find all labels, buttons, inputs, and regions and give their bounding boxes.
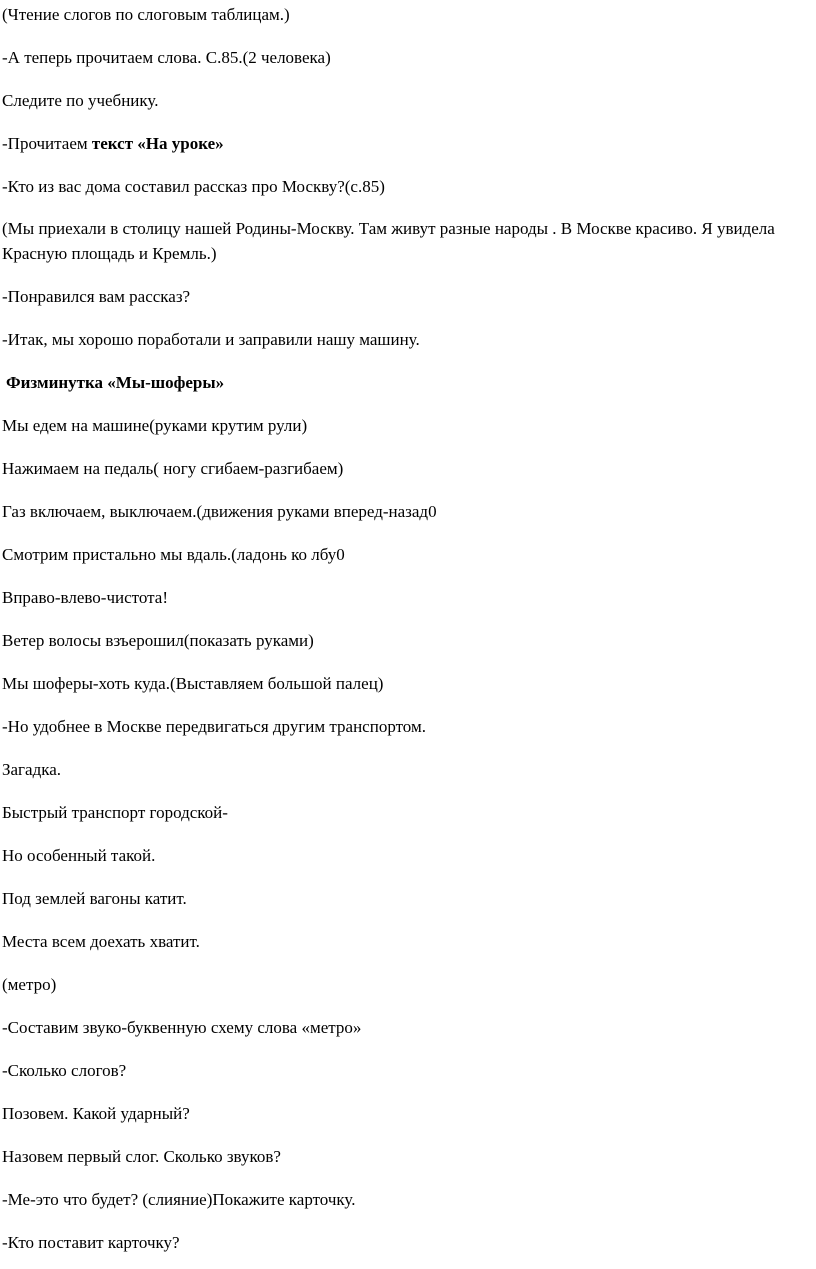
paragraph-read-text-prefix: -Прочитаем bbox=[2, 134, 92, 153]
paragraph-riddle-answer: (метро) bbox=[2, 975, 57, 994]
paragraph-exercise-line-6: Ветер волосы взъерошил(показать руками) bbox=[2, 631, 314, 650]
paragraph-exercise-line-3: Газ включаем, выключаем.(движения руками вперед-назад0 bbox=[2, 502, 437, 521]
paragraph-exercise-line-2: Нажимаем на педаль( ногу сгибаем-разгибаем) bbox=[2, 459, 344, 478]
paragraph-exercise-line-1: Мы едем на машине(руками крутим рули) bbox=[2, 416, 308, 435]
paragraph-riddle-line-2: Но особенный такой. bbox=[2, 846, 156, 865]
paragraph-reading-syllables: (Чтение слогов по слоговым таблицам.) bbox=[2, 5, 290, 24]
paragraph-other-transport: -Но удобнее в Москве передвигаться другим транспортом. bbox=[2, 717, 426, 736]
paragraph-riddle-heading: Загадка. bbox=[2, 760, 62, 779]
paragraph-liked-story: -Понравился вам рассказ? bbox=[2, 287, 191, 306]
paragraph-show-card: -Ме-это что будет? (слияние)Покажите карточку. bbox=[2, 1190, 356, 1209]
paragraph-riddle-line-3: Под землей вагоны катит. bbox=[2, 889, 187, 908]
paragraph-follow-textbook: Следите по учебнику. bbox=[2, 91, 159, 110]
paragraph-exercise-line-4: Смотрим пристально мы вдаль.(ладонь ко лбу0 bbox=[2, 545, 345, 564]
paragraph-moscow-story-question: -Кто из вас дома составил рассказ про Москву?(с.85) bbox=[2, 177, 385, 196]
paragraph-how-many-syllables: -Сколько слогов? bbox=[2, 1061, 127, 1080]
paragraph-place-card: -Кто поставит карточку? bbox=[2, 1233, 180, 1252]
paragraph-stressed-syllable: Позовем. Какой ударный? bbox=[2, 1104, 190, 1123]
paragraph-read-text bbox=[2, 131, 812, 156]
paragraph-first-syllable: Назовем первый слог. Сколько звуков? bbox=[2, 1147, 281, 1166]
paragraph-moscow-story: (Мы приехали в столицу нашей Родины-Москву. Там живут разные народы . В Москве красиво. Я увидела Красную площадь и Кремль.) bbox=[2, 219, 775, 263]
paragraph-riddle-line-4: Места всем доехать хватит. bbox=[2, 932, 200, 951]
paragraph-read-words: -А теперь прочитаем слова. С.85.(2 человека) bbox=[2, 48, 331, 67]
paragraph-riddle-line-1: Быстрый транспорт городской- bbox=[2, 803, 228, 822]
paragraph-read-text-title: текст «На уроке» bbox=[91, 134, 224, 153]
section-heading-exercise: Физминутка «Мы-шоферы» bbox=[6, 373, 225, 392]
paragraph-exercise-line-7: Мы шоферы-хоть куда.(Выставляем большой палец) bbox=[2, 674, 384, 693]
paragraph-sound-scheme: -Составим звуко-буквенную схему слова «метро» bbox=[2, 1018, 362, 1037]
paragraph-exercise-line-5: Вправо-влево-чистота! bbox=[2, 588, 168, 607]
paragraph-fueled-car: -Итак, мы хорошо поработали и заправили нашу машину. bbox=[2, 330, 420, 349]
